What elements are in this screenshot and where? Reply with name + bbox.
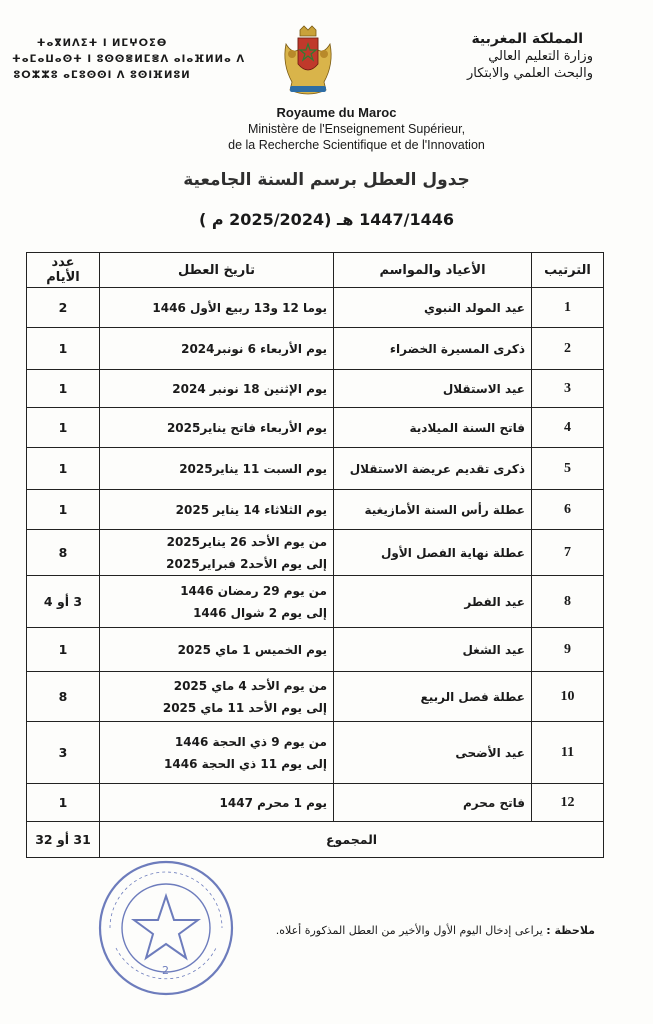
- table-row: [27, 628, 604, 672]
- row-occasion: عيد الشغل: [334, 628, 532, 672]
- table-row: [27, 722, 604, 784]
- row-days: 1: [27, 490, 100, 530]
- row-days: 1: [27, 408, 100, 448]
- header-occasion: الأعياد والمواسم: [334, 253, 532, 288]
- academic-year: 1447/1446 هـ (2025/2024 م ): [198, 210, 454, 229]
- row-date-line: من يوم الأحد 4 ماي 2025: [173, 678, 327, 693]
- total-label: المجموع: [100, 822, 604, 858]
- row-date: [100, 628, 334, 672]
- note-label: ملاحظة :: [546, 924, 595, 937]
- tifinagh-ministry-header: [12, 36, 246, 84]
- header-date: تاريخ العطل: [100, 253, 334, 288]
- row-days: 3 أو 4: [27, 576, 100, 628]
- table-row: [27, 448, 604, 490]
- row-date-line: إلى يوم الأحد 11 ماي 2025: [162, 700, 327, 715]
- row-days: 1: [27, 370, 100, 408]
- row-days: 2: [27, 288, 100, 328]
- row-date-line: يوم الإثنين 18 نونبر 2024: [172, 381, 327, 396]
- row-date-line: إلى يوم 11 ذي الحجة 1446: [164, 756, 327, 771]
- row-rank: 11: [532, 722, 604, 784]
- table-header-row: [27, 253, 604, 288]
- row-occasion: عيد الأضحى: [334, 722, 532, 784]
- table-row: [27, 490, 604, 530]
- row-occasion: فاتح السنة الميلادية: [334, 408, 532, 448]
- french-kingdom-line: Royaume du Maroc: [276, 105, 397, 120]
- row-rank: 9: [532, 628, 604, 672]
- row-days: 3: [27, 722, 100, 784]
- row-date-line: يوم السبت 11 يناير2025: [179, 461, 327, 476]
- row-date-line: يوم الأربعاء 6 نونبر2024: [181, 341, 327, 356]
- row-days: 1: [27, 628, 100, 672]
- document-title: جدول العطل برسم السنة الجامعية: [183, 170, 470, 190]
- row-days: 1: [27, 784, 100, 822]
- row-occasion: عطلة رأس السنة الأمازيغية: [334, 490, 532, 530]
- row-rank: 8: [532, 576, 604, 628]
- table-row: [27, 370, 604, 408]
- official-stamp-icon: [96, 858, 236, 998]
- row-date: [100, 530, 334, 576]
- arabic-ministry-line-2: والبحث العلمي والابتكار: [467, 66, 593, 81]
- row-date: [100, 448, 334, 490]
- row-occasion: عطلة فصل الربيع: [334, 672, 532, 722]
- french-ministry-header: [0, 104, 653, 153]
- row-date: [100, 490, 334, 530]
- row-date: [100, 328, 334, 370]
- header-days: عدد الأيام: [27, 253, 100, 288]
- row-date-line: يوم الخميس 1 ماي 2025: [177, 642, 327, 657]
- tifinagh-line-3: ⵓⵔⵣⵣⵓ ⴰⵎⵓⵙⵙⵏ ⴷ ⵓⵙⵏⴼⵍⵓⵍ: [13, 70, 191, 81]
- row-date: [100, 672, 334, 722]
- row-date: [100, 408, 334, 448]
- tifinagh-line-1: ⵜⴰⴳⵍⴷⵉⵜ ⵏ ⵍⵎⵖⵔⵉⴱ: [36, 38, 168, 49]
- row-date-line: إلى يوم الأحد2 فبراير2025: [166, 556, 327, 571]
- coat-of-arms-icon: [278, 24, 338, 100]
- note: [195, 924, 595, 937]
- row-rank: 10: [532, 672, 604, 722]
- row-rank: 4: [532, 408, 604, 448]
- note-text: يراعى إدخال اليوم الأول والأخير من العطل المذكورة أعلاه.: [275, 924, 543, 937]
- row-rank: 2: [532, 328, 604, 370]
- row-days: 1: [27, 448, 100, 490]
- row-date: [100, 722, 334, 784]
- row-rank: 12: [532, 784, 604, 822]
- row-date-line: يوما 12 و13 ربيع الأول 1446: [152, 300, 327, 315]
- total-row: [27, 822, 604, 858]
- french-ministry-line-1: Ministère de l'Enseignement Supérieur,: [247, 122, 466, 136]
- row-rank: 5: [532, 448, 604, 490]
- row-date: [100, 784, 334, 822]
- row-date-line: من يوم 9 ذي الحجة 1446: [174, 734, 327, 749]
- table-row: [27, 784, 604, 822]
- arabic-ministry-line-1: وزارة التعليم العالي: [488, 49, 593, 64]
- table-row: [27, 530, 604, 576]
- row-date: [100, 576, 334, 628]
- header-rank: الترتيب: [532, 253, 604, 288]
- total-value: 31 أو 32: [27, 822, 100, 858]
- row-occasion: عيد المولد النبوي: [334, 288, 532, 328]
- arabic-kingdom-line: المملكة المغربية: [471, 31, 583, 47]
- row-days: 1: [27, 328, 100, 370]
- row-days: 8: [27, 530, 100, 576]
- table-row: [27, 672, 604, 722]
- french-ministry-line-2: de la Recherche Scientifique et de l'Innovation: [228, 138, 485, 152]
- svg-text:2: 2: [162, 964, 169, 977]
- row-date-line: يوم 1 محرم 1447: [219, 795, 327, 810]
- row-rank: 1: [532, 288, 604, 328]
- table-row: [27, 408, 604, 448]
- holidays-table: [26, 252, 604, 858]
- row-date-line: إلى يوم 2 شوال 1446: [193, 605, 327, 620]
- row-occasion: عيد الاستقلال: [334, 370, 532, 408]
- table-row: [27, 328, 604, 370]
- tifinagh-line-2: ⵜⴰⵎⴰⵡⴰⵙⵜ ⵏ ⵓⵙⵙⴻⵍⵎⴻⴷ ⴰⵏⴰⴼⵍⵍⴰ ⴷ: [12, 54, 246, 65]
- table-row: [27, 288, 604, 328]
- row-date-line: من يوم 29 رمضان 1446: [180, 583, 327, 598]
- row-rank: 3: [532, 370, 604, 408]
- row-occasion: فاتح محرم: [334, 784, 532, 822]
- row-rank: 7: [532, 530, 604, 576]
- row-date-line: يوم الثلاثاء 14 يناير 2025: [175, 502, 327, 517]
- row-occasion: ذكرى المسيرة الخضراء: [334, 328, 532, 370]
- arabic-ministry-header: [383, 30, 593, 82]
- row-days: 8: [27, 672, 100, 722]
- row-occasion: عيد الفطر: [334, 576, 532, 628]
- row-occasion: ذكرى تقديم عريضة الاستقلال: [334, 448, 532, 490]
- row-date: [100, 288, 334, 328]
- row-occasion: عطلة نهاية الفصل الأول: [334, 530, 532, 576]
- row-rank: 6: [532, 490, 604, 530]
- row-date: [100, 370, 334, 408]
- row-date-line: يوم الأربعاء فاتح يناير2025: [166, 420, 327, 435]
- row-date-line: من يوم الأحد 26 يناير2025: [166, 534, 327, 549]
- table-row: [27, 576, 604, 628]
